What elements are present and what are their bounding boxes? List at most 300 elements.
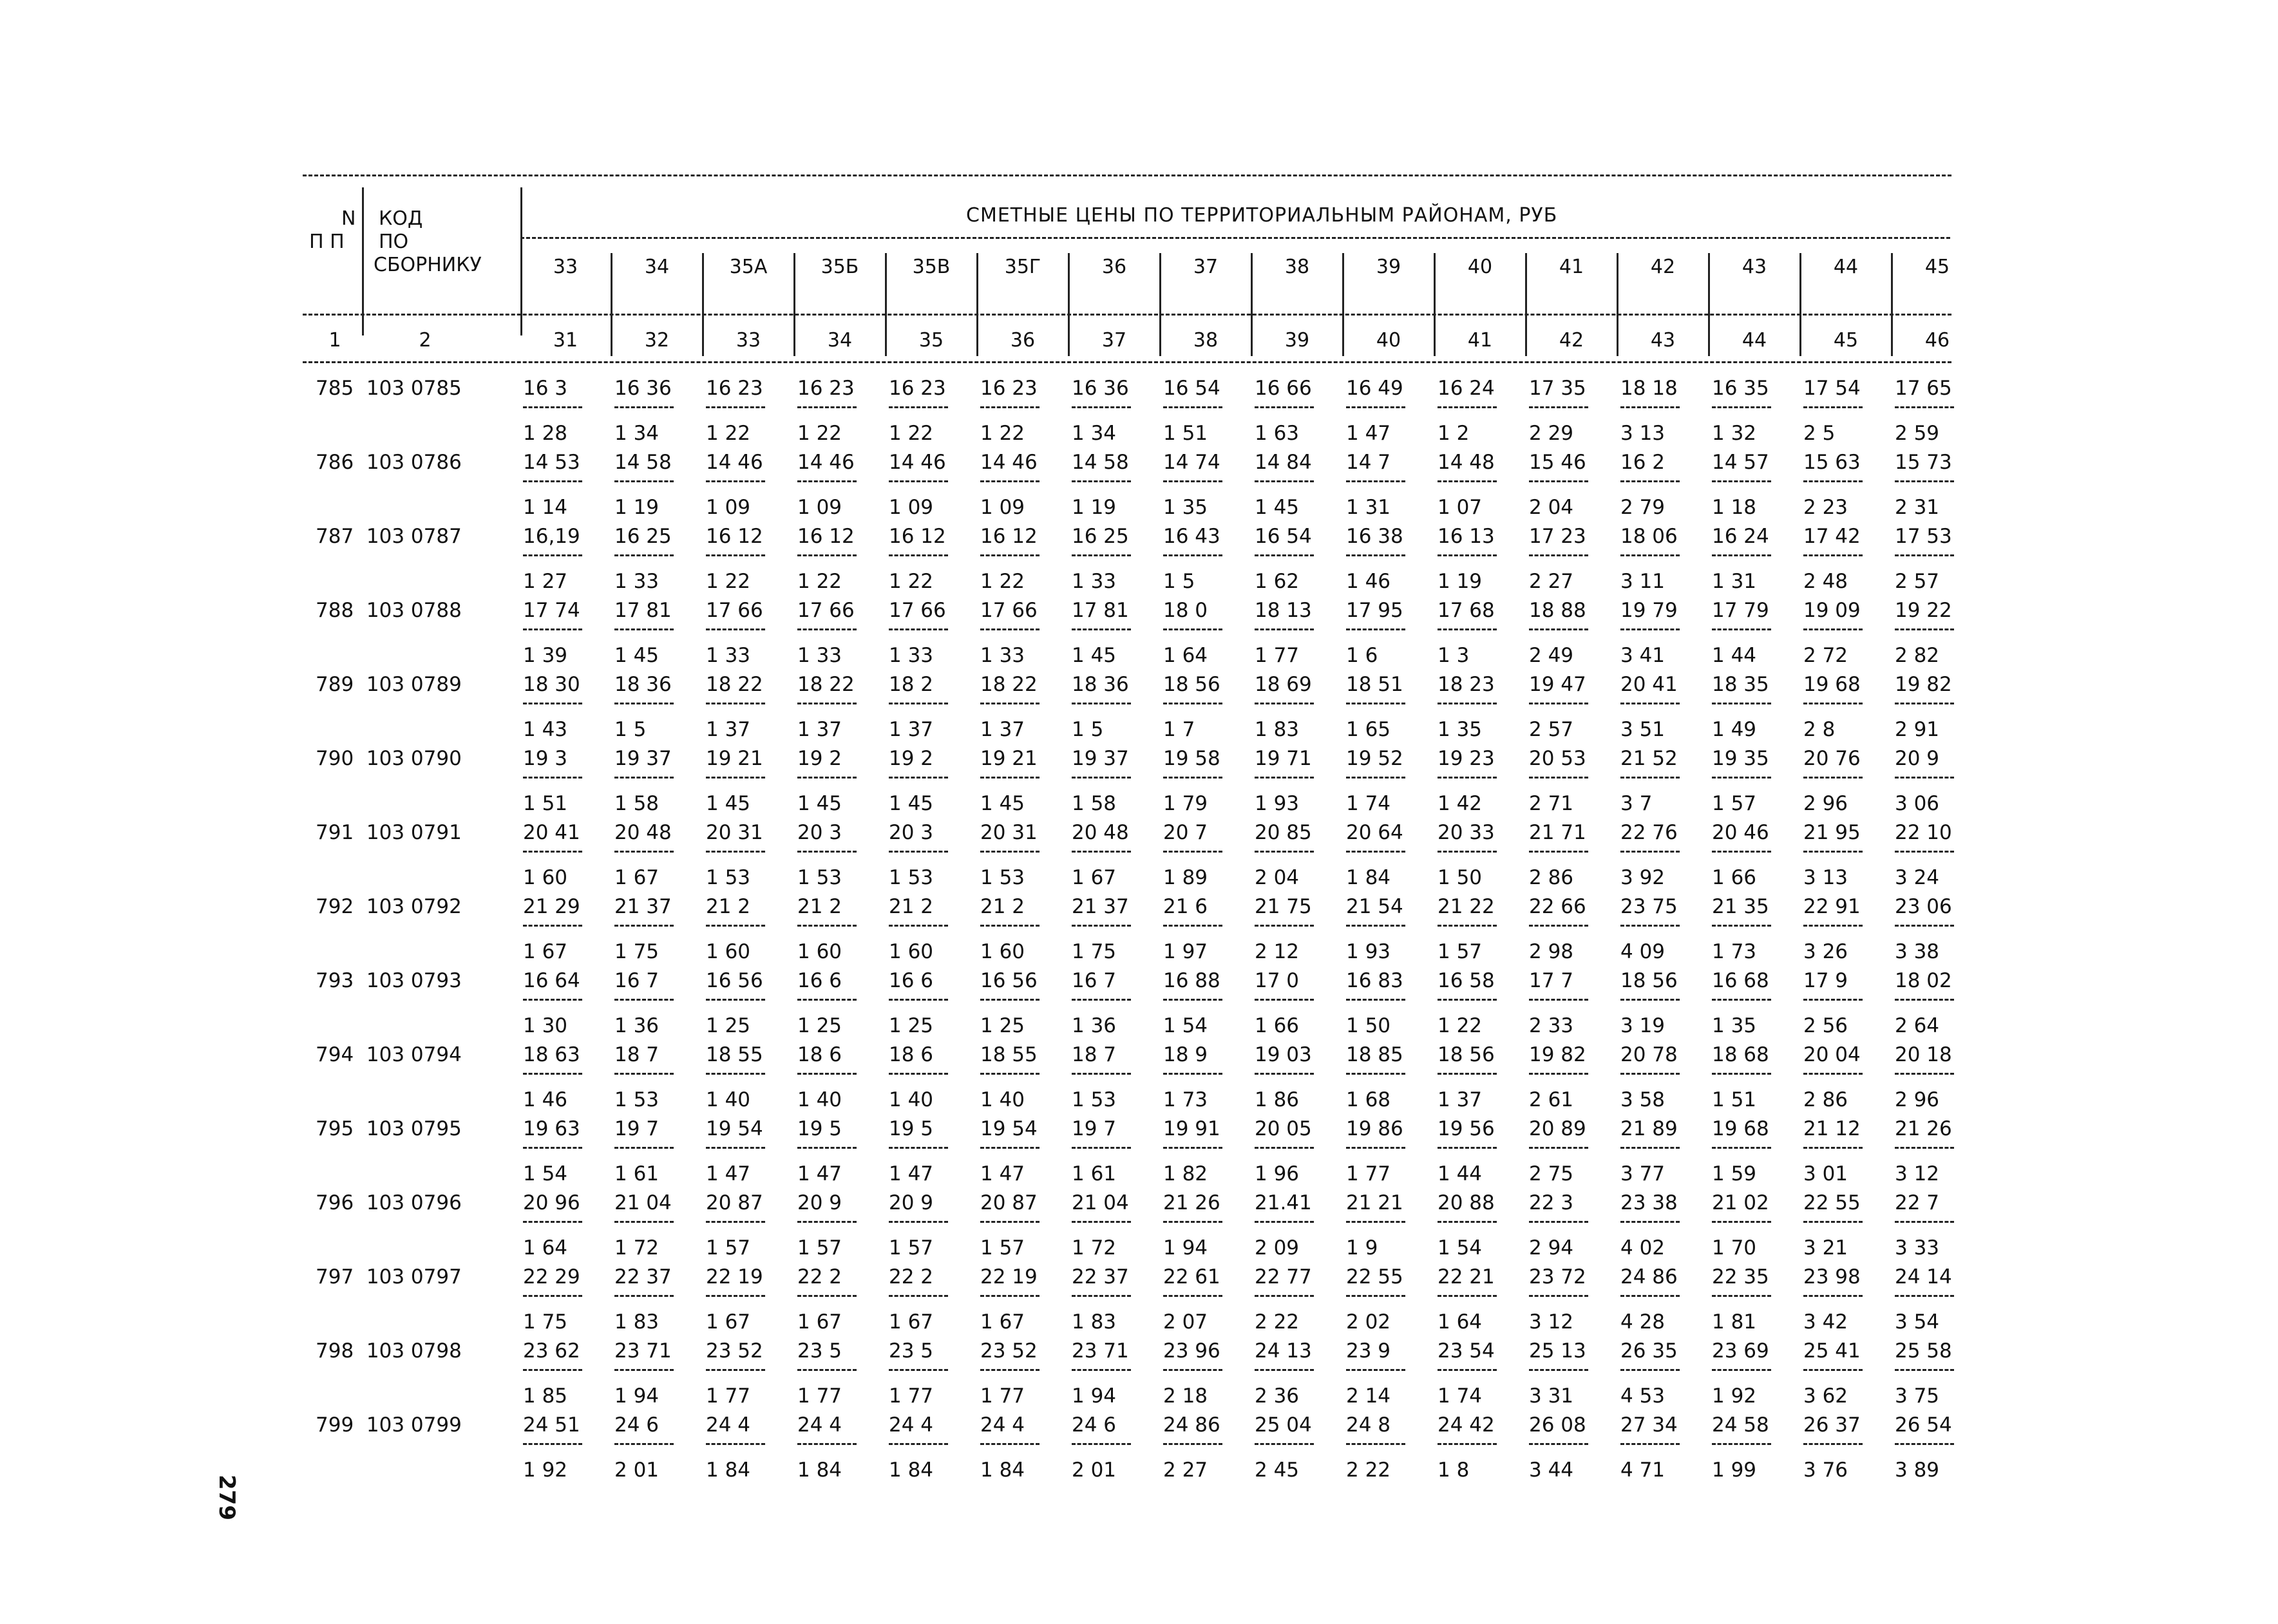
price-value-secondary: 1 09 bbox=[889, 496, 934, 519]
column-number-9: 38 bbox=[1193, 329, 1219, 352]
fraction-line bbox=[1803, 777, 1863, 779]
fraction-line bbox=[523, 1369, 582, 1371]
price-value-secondary: 1 93 bbox=[1255, 792, 1300, 815]
price-value: 14 53 bbox=[523, 451, 580, 474]
fraction-line bbox=[1620, 777, 1680, 779]
price-value-secondary: 1 45 bbox=[1072, 644, 1117, 667]
price-value: 21 2 bbox=[889, 895, 934, 918]
price-value-secondary: 1 53 bbox=[980, 866, 1025, 889]
price-value-secondary: 1 09 bbox=[980, 496, 1025, 519]
price-value-secondary: 1 83 bbox=[1255, 718, 1300, 741]
fraction-line bbox=[1620, 1369, 1680, 1371]
column-number-0: 1 bbox=[328, 329, 341, 352]
price-value: 20 76 bbox=[1803, 747, 1861, 770]
price-value-secondary: 4 09 bbox=[1620, 940, 1666, 963]
fraction-line bbox=[614, 999, 674, 1001]
price-value: 20 41 bbox=[523, 821, 580, 844]
price-value-secondary: 2 36 bbox=[1255, 1384, 1300, 1408]
price-value-secondary: 1 70 bbox=[1712, 1236, 1757, 1260]
fraction-line bbox=[1346, 851, 1405, 853]
fraction-line bbox=[1803, 628, 1863, 630]
price-value-secondary: 3 7 bbox=[1620, 792, 1653, 815]
fraction-line bbox=[1712, 1147, 1771, 1149]
price-value-secondary: 1 44 bbox=[1712, 644, 1757, 667]
price-value: 24 13 bbox=[1255, 1339, 1312, 1363]
col-separator-5 bbox=[976, 253, 978, 356]
price-value-secondary: 1 5 bbox=[1072, 718, 1104, 741]
price-value: 19 68 bbox=[1712, 1117, 1769, 1140]
price-value: 23 54 bbox=[1438, 1339, 1495, 1363]
price-value: 16 23 bbox=[706, 377, 763, 400]
fraction-line bbox=[1895, 1443, 1954, 1445]
fraction-line bbox=[523, 703, 582, 704]
price-value: 20 53 bbox=[1529, 747, 1586, 770]
price-value-secondary: 1 45 bbox=[797, 792, 842, 815]
fraction-line bbox=[1620, 1295, 1680, 1297]
price-value: 19 3 bbox=[523, 747, 568, 770]
fraction-line bbox=[1438, 1073, 1497, 1075]
fraction-line bbox=[889, 1221, 948, 1223]
price-value: 16 88 bbox=[1163, 969, 1220, 992]
fraction-line bbox=[523, 851, 582, 853]
price-value-secondary: 1 57 bbox=[1712, 792, 1757, 815]
price-value: 23 62 bbox=[523, 1339, 580, 1363]
price-value-secondary: 1 19 bbox=[614, 496, 660, 519]
fraction-line bbox=[1346, 1443, 1405, 1445]
price-value-secondary: 1 53 bbox=[614, 1088, 660, 1111]
price-value-secondary: 2 79 bbox=[1620, 496, 1666, 519]
price-value-secondary: 3 01 bbox=[1803, 1162, 1848, 1185]
price-value: 20 3 bbox=[797, 821, 842, 844]
price-value-secondary: 1 8 bbox=[1438, 1459, 1470, 1482]
fraction-line bbox=[1803, 925, 1863, 927]
fraction-line bbox=[1895, 1073, 1954, 1075]
row-number: 788 103 0788 bbox=[316, 599, 462, 622]
fraction-line bbox=[1620, 851, 1680, 853]
price-value: 20 48 bbox=[1072, 821, 1129, 844]
price-value-secondary: 1 22 bbox=[797, 422, 842, 445]
fraction-line bbox=[1163, 999, 1222, 1001]
price-value: 19 22 bbox=[1895, 599, 1952, 622]
fraction-line bbox=[1346, 1295, 1405, 1297]
district-header-14: 44 bbox=[1833, 256, 1859, 278]
price-value: 14 58 bbox=[614, 451, 672, 474]
price-value-secondary: 2 59 bbox=[1895, 422, 1940, 445]
fraction-line bbox=[1163, 628, 1222, 630]
price-value: 22 3 bbox=[1529, 1191, 1574, 1214]
price-value-secondary: 1 77 bbox=[1255, 644, 1300, 667]
fraction-line bbox=[1346, 554, 1405, 556]
price-value: 25 04 bbox=[1255, 1413, 1312, 1437]
fraction-line bbox=[1895, 925, 1954, 927]
column-number-7: 36 bbox=[1010, 329, 1036, 352]
price-value-secondary: 1 83 bbox=[614, 1310, 660, 1334]
fraction-line bbox=[1163, 1295, 1222, 1297]
price-value: 19 2 bbox=[797, 747, 842, 770]
price-value: 24 4 bbox=[797, 1413, 842, 1437]
fraction-line bbox=[1895, 1369, 1954, 1371]
column-number-2: 31 bbox=[553, 329, 578, 352]
price-value-secondary: 1 22 bbox=[706, 422, 751, 445]
price-value: 21 37 bbox=[1072, 895, 1129, 918]
header-code-2: ПО bbox=[379, 231, 409, 253]
fraction-line bbox=[1712, 925, 1771, 927]
row-number: 792 103 0792 bbox=[316, 895, 462, 918]
fraction-line bbox=[1346, 1073, 1405, 1075]
price-value: 19 23 bbox=[1438, 747, 1495, 770]
fraction-line bbox=[523, 1443, 582, 1445]
price-value-secondary: 1 60 bbox=[980, 940, 1025, 963]
price-value-secondary: 4 53 bbox=[1620, 1384, 1666, 1408]
price-value: 16 7 bbox=[614, 969, 660, 992]
fraction-line bbox=[706, 999, 765, 1001]
fraction-line bbox=[1438, 703, 1497, 704]
price-value: 14 46 bbox=[980, 451, 1038, 474]
fraction-line bbox=[1529, 777, 1588, 779]
fraction-line bbox=[1438, 554, 1497, 556]
price-value-secondary: 1 14 bbox=[523, 496, 568, 519]
price-value: 16 38 bbox=[1346, 525, 1403, 548]
top-rule bbox=[303, 175, 1951, 176]
fraction-line bbox=[1895, 851, 1954, 853]
fraction-line bbox=[980, 1073, 1039, 1075]
price-value-secondary: 1 61 bbox=[614, 1162, 660, 1185]
price-value-secondary: 1 72 bbox=[1072, 1236, 1117, 1260]
price-value-secondary: 1 77 bbox=[706, 1384, 751, 1408]
price-value-secondary: 2 86 bbox=[1803, 1088, 1848, 1111]
fraction-line bbox=[1620, 628, 1680, 630]
fraction-line bbox=[1163, 851, 1222, 853]
price-value-secondary: 1 84 bbox=[889, 1459, 934, 1482]
fraction-line bbox=[1072, 1147, 1131, 1149]
price-value: 20 87 bbox=[706, 1191, 763, 1214]
price-value-secondary: 2 57 bbox=[1895, 570, 1940, 593]
fraction-line bbox=[706, 406, 765, 408]
fraction-line bbox=[1620, 999, 1680, 1001]
price-value-secondary: 3 38 bbox=[1895, 940, 1940, 963]
fraction-line bbox=[1529, 406, 1588, 408]
fraction-line bbox=[614, 628, 674, 630]
price-value-secondary: 1 3 bbox=[1438, 644, 1470, 667]
fraction-line bbox=[523, 999, 582, 1001]
fraction-line bbox=[1438, 628, 1497, 630]
price-value: 21 26 bbox=[1163, 1191, 1220, 1214]
price-value: 22 10 bbox=[1895, 821, 1952, 844]
price-value: 17 66 bbox=[797, 599, 855, 622]
row-number: 789 103 0789 bbox=[316, 673, 462, 696]
price-value-secondary: 3 21 bbox=[1803, 1236, 1848, 1260]
fraction-line bbox=[1712, 1295, 1771, 1297]
price-value: 19 35 bbox=[1712, 747, 1769, 770]
page-number: 279 bbox=[214, 1475, 240, 1520]
price-value: 19 2 bbox=[889, 747, 934, 770]
price-value: 23 38 bbox=[1620, 1191, 1678, 1214]
price-value: 18 55 bbox=[706, 1043, 763, 1066]
price-value-secondary: 1 92 bbox=[1712, 1384, 1757, 1408]
price-value: 18 85 bbox=[1346, 1043, 1403, 1066]
price-value-secondary: 1 07 bbox=[1438, 496, 1483, 519]
fraction-line bbox=[1255, 1147, 1314, 1149]
column-number-16: 45 bbox=[1833, 329, 1859, 352]
price-value: 18 51 bbox=[1346, 673, 1403, 696]
price-value: 27 34 bbox=[1620, 1413, 1678, 1437]
fraction-line bbox=[1072, 1443, 1131, 1445]
price-value-secondary: 1 60 bbox=[797, 940, 842, 963]
price-value-secondary: 1 33 bbox=[706, 644, 751, 667]
fraction-line bbox=[614, 1295, 674, 1297]
price-value-secondary: 1 7 bbox=[1163, 718, 1195, 741]
price-value-secondary: 1 22 bbox=[1438, 1014, 1483, 1037]
fraction-line bbox=[1438, 851, 1497, 853]
fraction-line bbox=[1072, 851, 1131, 853]
fraction-line bbox=[614, 851, 674, 853]
price-value: 18 68 bbox=[1712, 1043, 1769, 1066]
price-value-secondary: 1 67 bbox=[706, 1310, 751, 1334]
price-value: 26 08 bbox=[1529, 1413, 1586, 1437]
fraction-line bbox=[1163, 777, 1222, 779]
fraction-line bbox=[1803, 851, 1863, 853]
price-value-secondary: 1 18 bbox=[1712, 496, 1757, 519]
fraction-line bbox=[1529, 480, 1588, 482]
price-value-secondary: 1 40 bbox=[980, 1088, 1025, 1111]
price-value-secondary: 1 9 bbox=[1346, 1236, 1378, 1260]
price-value: 22 66 bbox=[1529, 895, 1586, 918]
price-value-secondary: 3 58 bbox=[1620, 1088, 1666, 1111]
price-value: 18 30 bbox=[523, 673, 580, 696]
price-value-secondary: 2 49 bbox=[1529, 644, 1574, 667]
price-value: 23 52 bbox=[980, 1339, 1038, 1363]
price-value-secondary: 1 45 bbox=[889, 792, 934, 815]
price-value-secondary: 1 25 bbox=[797, 1014, 842, 1037]
fraction-line bbox=[1620, 703, 1680, 704]
fraction-line bbox=[797, 480, 857, 482]
column-number-6: 35 bbox=[918, 329, 944, 352]
price-value: 23 96 bbox=[1163, 1339, 1220, 1363]
fraction-line bbox=[1803, 406, 1863, 408]
price-value-secondary: 2 8 bbox=[1803, 718, 1836, 741]
price-value-secondary: 1 81 bbox=[1712, 1310, 1757, 1334]
column-number-5: 34 bbox=[827, 329, 853, 352]
price-value-secondary: 1 93 bbox=[1346, 940, 1391, 963]
price-value: 21 54 bbox=[1346, 895, 1403, 918]
price-value-secondary: 3 13 bbox=[1620, 422, 1666, 445]
price-value: 23 52 bbox=[706, 1339, 763, 1363]
price-value-secondary: 1 67 bbox=[889, 1310, 934, 1334]
price-value: 17 35 bbox=[1529, 377, 1586, 400]
price-value: 14 57 bbox=[1712, 451, 1769, 474]
price-value: 22 55 bbox=[1346, 1265, 1403, 1289]
price-value-secondary: 3 54 bbox=[1895, 1310, 1940, 1334]
fraction-line bbox=[1346, 777, 1405, 779]
price-value: 23 69 bbox=[1712, 1339, 1769, 1363]
fraction-line bbox=[1163, 1369, 1222, 1371]
price-value-secondary: 2 07 bbox=[1163, 1310, 1208, 1334]
price-value-secondary: 3 26 bbox=[1803, 940, 1848, 963]
price-table bbox=[303, 164, 1977, 1516]
price-value: 26 54 bbox=[1895, 1413, 1952, 1437]
price-value: 19 82 bbox=[1529, 1043, 1586, 1066]
price-value-secondary: 1 45 bbox=[706, 792, 751, 815]
price-value: 24 8 bbox=[1346, 1413, 1391, 1437]
fraction-line bbox=[1438, 406, 1497, 408]
price-value: 19 37 bbox=[1072, 747, 1129, 770]
price-value: 17 81 bbox=[1072, 599, 1129, 622]
price-value-secondary: 1 92 bbox=[523, 1459, 568, 1482]
price-value-secondary: 2 22 bbox=[1255, 1310, 1300, 1334]
fraction-line bbox=[1346, 1369, 1405, 1371]
price-value-secondary: 3 44 bbox=[1529, 1459, 1574, 1482]
fraction-line bbox=[1438, 1295, 1497, 1297]
fraction-line bbox=[523, 1295, 582, 1297]
fraction-line bbox=[1895, 999, 1954, 1001]
price-value: 24 4 bbox=[980, 1413, 1025, 1437]
price-value: 17 66 bbox=[980, 599, 1038, 622]
fraction-line bbox=[1163, 554, 1222, 556]
fraction-line bbox=[1712, 703, 1771, 704]
row-number: 790 103 0790 bbox=[316, 747, 462, 770]
price-value: 18 9 bbox=[1163, 1043, 1208, 1066]
fraction-line bbox=[1255, 851, 1314, 853]
fraction-line bbox=[1529, 1369, 1588, 1371]
fraction-line bbox=[1803, 1147, 1863, 1149]
price-value-secondary: 3 12 bbox=[1529, 1310, 1574, 1334]
price-value: 17 65 bbox=[1895, 377, 1952, 400]
fraction-line bbox=[889, 480, 948, 482]
price-value: 17 66 bbox=[889, 599, 946, 622]
price-value-secondary: 2 57 bbox=[1529, 718, 1574, 741]
fraction-line bbox=[1529, 999, 1588, 1001]
price-value: 19 82 bbox=[1895, 673, 1952, 696]
fraction-line bbox=[1438, 1443, 1497, 1445]
price-value-secondary: 2 23 bbox=[1803, 496, 1848, 519]
fraction-line bbox=[980, 1147, 1039, 1149]
fraction-line bbox=[523, 777, 582, 779]
fraction-line bbox=[1620, 406, 1680, 408]
price-value-secondary: 1 89 bbox=[1163, 866, 1208, 889]
price-value-secondary: 2 48 bbox=[1803, 570, 1848, 593]
fraction-line bbox=[1895, 1295, 1954, 1297]
fraction-line bbox=[1620, 1147, 1680, 1149]
price-value: 24 42 bbox=[1438, 1413, 1495, 1437]
price-value: 18 69 bbox=[1255, 673, 1312, 696]
fraction-line bbox=[889, 1443, 948, 1445]
price-value-secondary: 1 67 bbox=[980, 1310, 1025, 1334]
fraction-line bbox=[980, 1295, 1039, 1297]
row-number: 793 103 0793 bbox=[316, 969, 462, 992]
price-value: 16 12 bbox=[706, 525, 763, 548]
price-value-secondary: 1 64 bbox=[1163, 644, 1208, 667]
fraction-line bbox=[1163, 925, 1222, 927]
price-value-secondary: 3 89 bbox=[1895, 1459, 1940, 1482]
fraction-line bbox=[980, 851, 1039, 853]
fraction-line bbox=[1163, 406, 1222, 408]
price-value: 15 46 bbox=[1529, 451, 1586, 474]
price-value: 23 75 bbox=[1620, 895, 1678, 918]
price-value: 22 37 bbox=[1072, 1265, 1129, 1289]
fraction-line bbox=[1529, 1221, 1588, 1223]
price-value-secondary: 1 31 bbox=[1346, 496, 1391, 519]
col-separator-15 bbox=[1891, 253, 1893, 356]
price-value: 17 9 bbox=[1803, 969, 1848, 992]
price-value: 20 31 bbox=[706, 821, 763, 844]
fraction-line bbox=[1712, 1443, 1771, 1445]
price-value: 19 21 bbox=[980, 747, 1038, 770]
price-value: 24 4 bbox=[889, 1413, 934, 1437]
price-value-secondary: 1 35 bbox=[1438, 718, 1483, 741]
price-value-secondary: 1 22 bbox=[706, 570, 751, 593]
price-value: 19 91 bbox=[1163, 1117, 1220, 1140]
price-value-secondary: 1 85 bbox=[523, 1384, 568, 1408]
price-value-secondary: 1 64 bbox=[523, 1236, 568, 1260]
price-value-secondary: 1 22 bbox=[980, 422, 1025, 445]
fraction-line bbox=[523, 406, 582, 408]
fraction-line bbox=[889, 628, 948, 630]
price-value: 23 5 bbox=[889, 1339, 934, 1363]
price-value: 20 9 bbox=[797, 1191, 842, 1214]
fraction-line bbox=[523, 480, 582, 482]
fraction-line bbox=[1072, 480, 1131, 482]
fraction-line bbox=[1255, 406, 1314, 408]
row-number: 799 103 0799 bbox=[316, 1413, 462, 1437]
row-number: 798 103 0798 bbox=[316, 1339, 462, 1363]
fraction-line bbox=[1072, 777, 1131, 779]
fraction-line bbox=[1255, 1369, 1314, 1371]
price-value: 18 18 bbox=[1620, 377, 1678, 400]
price-value-secondary: 2 18 bbox=[1163, 1384, 1208, 1408]
price-value: 18 88 bbox=[1529, 599, 1586, 622]
row-number: 797 103 0797 bbox=[316, 1265, 462, 1289]
fraction-line bbox=[706, 1221, 765, 1223]
fraction-line bbox=[1895, 628, 1954, 630]
price-value-secondary: 4 02 bbox=[1620, 1236, 1666, 1260]
price-value-secondary: 2 45 bbox=[1255, 1459, 1300, 1482]
fraction-line bbox=[1072, 1295, 1131, 1297]
price-value-secondary: 1 51 bbox=[1712, 1088, 1757, 1111]
price-value-secondary: 1 73 bbox=[1712, 940, 1757, 963]
fraction-line bbox=[1712, 999, 1771, 1001]
price-value: 22 7 bbox=[1895, 1191, 1940, 1214]
price-value: 16 12 bbox=[980, 525, 1038, 548]
price-value-secondary: 1 59 bbox=[1712, 1162, 1757, 1185]
fraction-line bbox=[1529, 925, 1588, 927]
price-value-secondary: 1 25 bbox=[980, 1014, 1025, 1037]
price-value: 17 66 bbox=[706, 599, 763, 622]
fraction-line bbox=[889, 703, 948, 704]
price-value: 16 12 bbox=[889, 525, 946, 548]
price-value: 21 6 bbox=[1163, 895, 1208, 918]
fraction-line bbox=[1712, 628, 1771, 630]
price-value: 20 88 bbox=[1438, 1191, 1495, 1214]
price-value: 16 54 bbox=[1163, 377, 1220, 400]
price-value-secondary: 1 37 bbox=[706, 718, 751, 741]
fraction-line bbox=[1803, 1369, 1863, 1371]
price-value-secondary: 2 72 bbox=[1803, 644, 1848, 667]
price-value-secondary: 1 66 bbox=[1712, 866, 1757, 889]
fraction-line bbox=[614, 1147, 674, 1149]
price-value-secondary: 1 65 bbox=[1346, 718, 1391, 741]
fraction-line bbox=[1712, 777, 1771, 779]
price-value: 16 83 bbox=[1346, 969, 1403, 992]
fraction-line bbox=[1620, 1443, 1680, 1445]
price-value-secondary: 1 44 bbox=[1438, 1162, 1483, 1185]
price-value: 16 6 bbox=[797, 969, 842, 992]
fraction-line bbox=[706, 1147, 765, 1149]
price-value: 21.41 bbox=[1255, 1191, 1312, 1214]
price-value: 21 21 bbox=[1346, 1191, 1403, 1214]
price-value-secondary: 1 45 bbox=[614, 644, 660, 667]
price-value-secondary: 1 22 bbox=[889, 422, 934, 445]
price-value-secondary: 1 63 bbox=[1255, 422, 1300, 445]
